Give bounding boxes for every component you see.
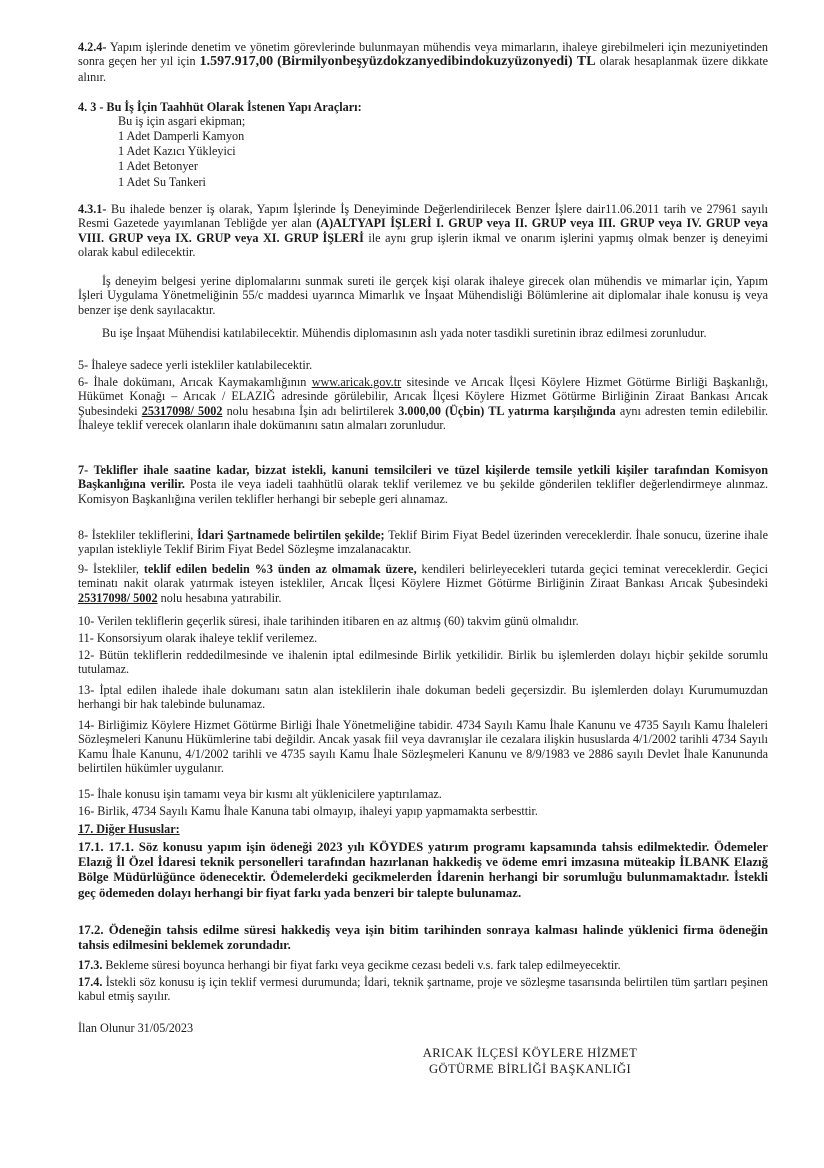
website-link[interactable]: www.aricak.gov.tr — [311, 375, 402, 389]
section-9 — [78, 562, 768, 605]
section-11: 11- Konsorsiyum olarak ihaleye teklif verilemez. — [78, 631, 318, 645]
signature-line-1: ARICAK İLÇESİ KÖYLERE HİZMET — [422, 1046, 638, 1060]
equipment-intro: Bu iş için asgari ekipman; — [118, 114, 246, 129]
section-10: 10- Verilen tekliflerin geçerlik süresi, ihale tarihinden itibaren en az altmış (60) takvim günü olmalıdır. — [78, 614, 579, 628]
group-list: (A)ALTYAPI İŞLERİ I. GRUP veya II. GRUP veya III. GRUP veya IV. GRUP veya VIII. GRUP veya IX. GRUP veya XI. GRUP İŞLERİ — [78, 216, 768, 245]
paragraph-text: nolu hesabına İşin adı belirtilerek — [226, 403, 395, 418]
paragraph-text: Bu ihalede benzer iş olarak, Yapım İşlerinde İş Deneyiminde Değerlendirilecek Benzer İşlere dair11.06.2011 tarih ve 27961 sayılı Resmi Gazetede yayımlanan Tebliğde yer alan — [78, 202, 768, 231]
paragraph-text: 6- İhale dokümanı, Arıcak Kaymakamlığının — [78, 375, 307, 389]
section-label: 17.4. — [78, 975, 103, 989]
paragraph-text: Bekleme süresi boyunca herhangi bir fiyat farkı veya gecikme cezası bedeli v.s. fark talep edilmeyecektir. — [105, 958, 621, 972]
section-7 — [78, 463, 768, 506]
paragraph-text: sitesinde ve Arıcak İlçesi Köylere Hizmet Götürme Birliği Başkanlığı, Hükümet Konağı – Arıcak / ELAZIĞ adresinde görülebilir, Arıcak İlçesi Köylere Hizmet Götürme Birliğinin Ziraat Bankası Arıcak Şubesindeki — [78, 375, 769, 418]
equipment-list — [78, 129, 768, 191]
paragraph-bold: teklif edilen bedelin %3 ünden az olmamak üzere, — [143, 562, 417, 576]
paragraph-bold: İdari Şartnamede belirtilen şekilde; — [196, 528, 385, 542]
section-17-1: 17.1. 17.1. Söz konusu yapım işin ödeneği 2023 yılı KÖYDES yatırım programı kapsamında tahsis edilmektedir. Ödemeler Elazığ İl Özel İdaresi teknik personelleri tarafından hazırlanan hakkediş ve ödeme emri imzasına müteakip İLBANK Elazığ Bölge Müdürlüğünce ödenecektir. Ödemelerdeki gecikmelerden İdarenin herhangi bir sorumluğu bulunmamaktadır. İstekli geç ödemeden dolayı herhangi bir fiyat farkı yada benzeri bir talepte bulunamaz. — [78, 840, 768, 900]
list-item: 1 Adet Damperli Kamyon — [118, 128, 245, 143]
paragraph-diploma: İş deneyim belgesi yerine diplomalarını sunmak sureti ile gerçek kişi olarak ihaleye girecek olan mühendis ve mimarlar için, Yapım İşleri Uygulama Yönetmeliğinin 55/c maddesi uyarınca Mimarlık ve İnşaat Mühendisliği Bölümlerine ait diplomalar ihale konusu iş veya benzer işe denk sayılacaktır. — [78, 274, 768, 317]
section-16: 16- Birlik, 4734 Sayılı Kamu İhale Kanuna tabi olmayıp, ihaleyi yapıp yapmamakta serbesttir. — [78, 804, 538, 818]
section-tail: olarak hesaplanmak üzere dikkate alınır. — [78, 54, 769, 85]
amount-words: (Birmilyonbeşyüzdokzanyedibindokuzyüzonyedi) TL — [277, 54, 596, 70]
announcement-date: İlan Olunur 31/05/2023 — [78, 1021, 194, 1035]
account-number: 25317098/ 5002 — [78, 590, 158, 605]
section-4-2-4 — [78, 40, 768, 85]
list-item: 1 Adet Betonyer — [118, 159, 198, 174]
section-17-2: 17.2. Ödeneğin tahsis edilme süresi hakkediş veya işin bitim tarihinden sonraya kalması halinde yüklenici firma ödeneğin tahsis edilmesini beklemek zorundadır. — [78, 923, 768, 953]
paragraph-text: 9- İstekliler, — [78, 562, 139, 576]
section-17-heading: 17. Diğer Hususlar: — [78, 822, 180, 836]
section-label: 4.2.4- — [78, 40, 107, 54]
section-17-4 — [78, 975, 768, 1004]
paragraph-text: kendileri belirleyecekleri tutarda geçici teminat vereceklerdir. Geçici teminatı nakit olarak yatırmak isteyen istekliler, Arıcak İlçesi Köylere Hizmet Götürme Birliğinin Ziraat Bankası Arıcak Şubesindeki — [78, 562, 768, 591]
paragraph-text: ile aynı grup işlerin ikmal ve onarım işlerini yapmış olmak benzer iş deneyimi olarak kabul edilecektir. — [78, 230, 768, 259]
section-4-3 — [78, 100, 768, 190]
list-item: 1 Adet Kazıcı Yükleyici — [118, 144, 236, 158]
paragraph-engineer: Bu işe İnşaat Mühendisi katılabilecektir. Mühendis diplomasının aslı yada noter tasdikli suretinin ibraz edilmesi zorunludur. — [102, 326, 707, 340]
paragraph-text: Posta ile veya iadeli taahhütlü olarak teklif verilemez ve bu şekilde gönderilen teklifler değerlendirmeye alınmaz. Komisyon Başkanlığına verilen teklifler herhangi bir sebeple geri alınamaz. — [78, 477, 768, 506]
section-text: Yapım işlerinde denetim ve yönetim görevlerinde bulunmayan mühendis veya mimarların, ihaleye girebilmeleri için mezuniyetinden sonra geçen her yıl için — [78, 40, 768, 69]
section-8 — [78, 528, 768, 557]
section-label: 17.3. — [78, 958, 103, 972]
paragraph-bold: 7- Teklifler ihale saatine kadar, bizzat istekli, kanuni temsilcileri ve tüzel kişilerde temsile yetkili kişiler tarafından Komisyon Başkanlığına verilir. — [78, 463, 768, 492]
account-number: 25317098/ 5002 — [141, 403, 223, 418]
section-heading: 4. 3 - Bu İş İçin Taahhüt Olarak İstenen Yapı Araçları: — [78, 100, 362, 114]
paragraph-text: İstekli söz konusu iş için teklif vermesi durumunda; İdari, teknik şartname, proje ve sözleşme tasarısında belirtilen tüm şartları peşinen kabul etmiş sayılır. — [78, 975, 768, 1004]
amount-figure: 1.597.917,00 — [199, 54, 274, 70]
section-15: 15- İhale konusu işin tamamı veya bir kısmı alt yüklenicilere yaptırılamaz. — [78, 787, 442, 801]
section-4-3-1 — [78, 202, 768, 259]
section-13: 13- İptal edilen ihalede ihale dokumanı satın alan isteklilerin ihale dokuman bedeli geçersizdir. Bu işlemlerden dolayı Kurumumuzdan herhangi bir hak talebinde bulunamaz. — [78, 683, 768, 712]
paragraph-text: 8- İstekliler tekliflerini, — [78, 528, 194, 542]
list-item: 1 Adet Su Tankeri — [118, 174, 206, 189]
section-12: 12- Bütün tekliflerin reddedilmesinde ve ihalenin iptal edilmesinde Birlik yetkilidir. Birlik bu işlemlerden dolayı hiçbir şekilde sorumlu tutulamaz. — [78, 648, 768, 677]
section-label: 4.3.1- — [78, 202, 107, 216]
paragraph-text: aynı adresten temin edilebilir. İhaleye teklif verecek olanların ihale dokümanını satın almaları zorunludur. — [78, 403, 769, 432]
document-fee: 3.000,00 (Üçbin) TL yatırma karşılığında — [398, 403, 616, 418]
paragraph-text: Teklif Birim Fiyat Bedel üzerinden vereceklerdir. İhale sonucu, üzerine ihale yapılan istekliyle Teklif Birim Fiyat Bedel Sözleşme imzalanacaktır. — [78, 528, 768, 557]
signature-line-2: GÖTÜRME BİRLİĞİ BAŞKANLIĞI — [428, 1062, 632, 1076]
signature-block — [380, 1045, 680, 1077]
paragraph-text: nolu hesabına yatırabilir. — [160, 590, 282, 605]
section-17-3 — [78, 958, 768, 972]
section-14: 14- Birliğimiz Köylere Hizmet Götürme Birliği İhale Yönetmeliğine tabidir. 4734 Sayılı Kamu İhale Kanunu ve 4735 Sayılı Kamu İhaleleri Sözleşmeleri Kanunu Hükümlerine tabi değildir. Ancak yasak fiil veya davranışlar ile cezalara ilişkin hususlarda 4/1/2002 tarihli 4734 Sayılı Kamu İhale Kanunu, 4/1/2002 tarihli ve 4735 sayılı Kamu İhale Sözleşmeleri Kanunu ve 8/9/1983 ve 2886 sayılı Devlet İhale Kanununda belirtilen hükümler uygulanır. — [78, 718, 768, 775]
section-5: 5- İhaleye sadece yerli istekliler katılabilecektir. — [78, 358, 313, 372]
section-6 — [78, 375, 768, 432]
